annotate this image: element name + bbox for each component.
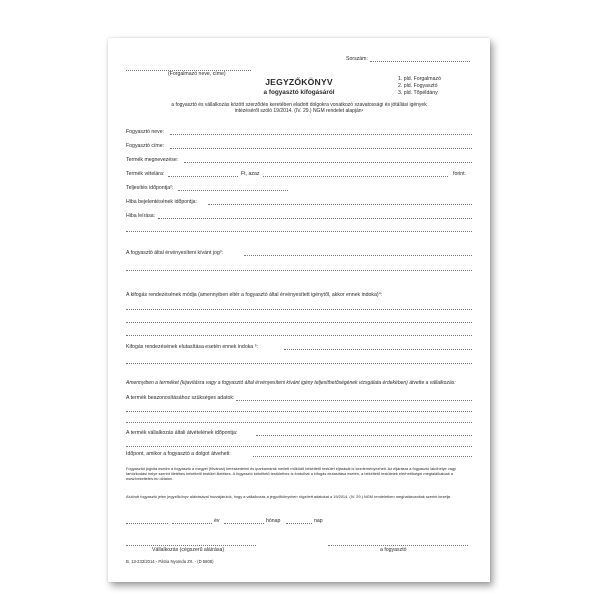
identification-field-3[interactable] (126, 422, 472, 423)
price-in-words-field[interactable] (263, 176, 448, 177)
consumer-signature-line[interactable] (328, 545, 468, 546)
day-label: nap (314, 518, 323, 524)
rejection-field-1[interactable] (284, 349, 472, 350)
page-subtitle: a fogyasztó kifogásáról (263, 89, 335, 96)
form-sheet (108, 38, 490, 582)
legal-footnote: Fogyasztói jogvita esetén a fogyasztó a megyei (fővárosi) kereskedelmi és iparkamarák mellett működő békéltető testület eljárását is kezdeményezheti. Az eljárásra a fogyasztó lakóhelye vagy tartózkodási helye szerint illetékes békéltető testület illetékes. A fogyasztó békéltető testülethez is fordulhat a kifogás elutasítása esetén, a békéltető testületek elérhetőségei megtalálhatóak a www.bekeltetes.hu oldalon. (126, 466, 457, 482)
consumer-address-field[interactable] (170, 148, 472, 149)
takeover-date-field-2[interactable] (126, 446, 472, 447)
currency-ft: Ft, azaz (241, 171, 260, 177)
day-field[interactable] (286, 523, 312, 524)
delivery-date-field[interactable] (178, 190, 288, 191)
date-place-field[interactable] (126, 523, 168, 524)
serial-label: Sorszám: (346, 56, 368, 62)
product-name-label: Termék megnevezése: (126, 157, 179, 163)
page-title: JEGYZŐKÖNYV (265, 77, 333, 87)
company-signature-caption: Vállalkozás (cégszerű aláírása) (152, 547, 225, 553)
issuer-caption: (Forgalmazó neve, címe) (168, 71, 226, 77)
requested-right-field-1[interactable] (244, 255, 472, 256)
year-field[interactable] (172, 523, 212, 524)
return-date-field[interactable] (253, 456, 472, 457)
consumer-name-label: Fogyasztó neve: (126, 129, 165, 135)
requested-right-field-2[interactable] (126, 270, 472, 271)
intro-text: a fogyasztó és vállalkozás között szerződés keretében eladott dolgokra vonatkozó szavatossági és jótállási igények intézéséről szóló 19/2014. (IV. 29.) NGM rendelet alapján¹ (171, 102, 427, 115)
identification-field-1[interactable] (236, 400, 472, 401)
rejection-field-2[interactable] (126, 363, 472, 364)
form-code: B. 13-233/2014 - Pátria Nyomda Zrt. - (D 5808) (126, 559, 214, 564)
takeover-date-field[interactable] (256, 435, 472, 436)
rejection-reason-label: Kifogás rendezésének elutasítása esetén ennek indoka ⁵: (126, 344, 259, 350)
company-signature-line[interactable] (126, 545, 256, 546)
month-label: hónap (266, 518, 281, 524)
defect-description-label: Hiba leírása: (126, 213, 156, 219)
delivery-date-label: Teljesítés időpontja²: (126, 185, 174, 191)
currency-forint: forint. (453, 171, 466, 177)
acknowledgement-text: Alulírott fogyasztó jelen jegyzőkönyv aláírásával hozzájárulok, hogy a vállalkozás a jegyzőkönyvben rögzített adatokat a 19/2014. (IV. 29.) NGM rendeletben meghatározottak szerint kezelje. (126, 494, 452, 499)
copy-3: 3. pld. Tőpéldány (398, 90, 438, 96)
serial-line[interactable] (370, 61, 470, 62)
defect-description-field-2[interactable] (126, 231, 472, 232)
consumer-address-label: Fogyasztó címe: (126, 143, 165, 149)
settlement-field-3[interactable] (126, 335, 472, 336)
year-label: év (214, 518, 220, 524)
copy-2: 2. pld. Fogyasztó (398, 83, 438, 89)
defect-description-field-1[interactable] (158, 218, 472, 219)
consumer-signature-caption: a fogyasztó (380, 547, 407, 553)
return-date-label: Időpont, amikor a fogyasztó a dolgot átveheti: (126, 451, 231, 457)
takeover-date-label: A termék vállalkozás általi átvételének időpontja: (126, 430, 238, 436)
inspection-note: Amennyiben a terméket (kijavításra vagy a fogyasztó által érvényesíteni kívánt igény teljesíthetőségének vizsgálata érdekében) átvette a vállalkozás: (126, 380, 456, 386)
settlement-method-label: A kifogás rendezésének módja (amennyiben eltér a fogyasztó által érvényesített igénytől, akkor ennek indoka)⁴: (126, 292, 383, 298)
month-field[interactable] (224, 523, 264, 524)
settlement-field-1[interactable] (126, 309, 472, 310)
consumer-name-field[interactable] (170, 134, 472, 135)
product-name-field[interactable] (184, 162, 472, 163)
settlement-field-2[interactable] (126, 322, 472, 323)
identification-field-2[interactable] (126, 411, 472, 412)
requested-right-label: A fogyasztó által érvényesíteni kívánt jog³: (126, 250, 223, 256)
copy-1: 1. pld. Forgalmazó (398, 76, 441, 82)
identification-data-label: A termék beazonosításához szükséges adatok: (126, 395, 235, 401)
purchase-price-label: Termék vételára: (126, 171, 165, 177)
purchase-price-field[interactable] (168, 176, 238, 177)
defect-report-date-field[interactable] (208, 204, 472, 205)
defect-report-date-label: Hiba bejelentésének időpontja: (126, 199, 197, 205)
